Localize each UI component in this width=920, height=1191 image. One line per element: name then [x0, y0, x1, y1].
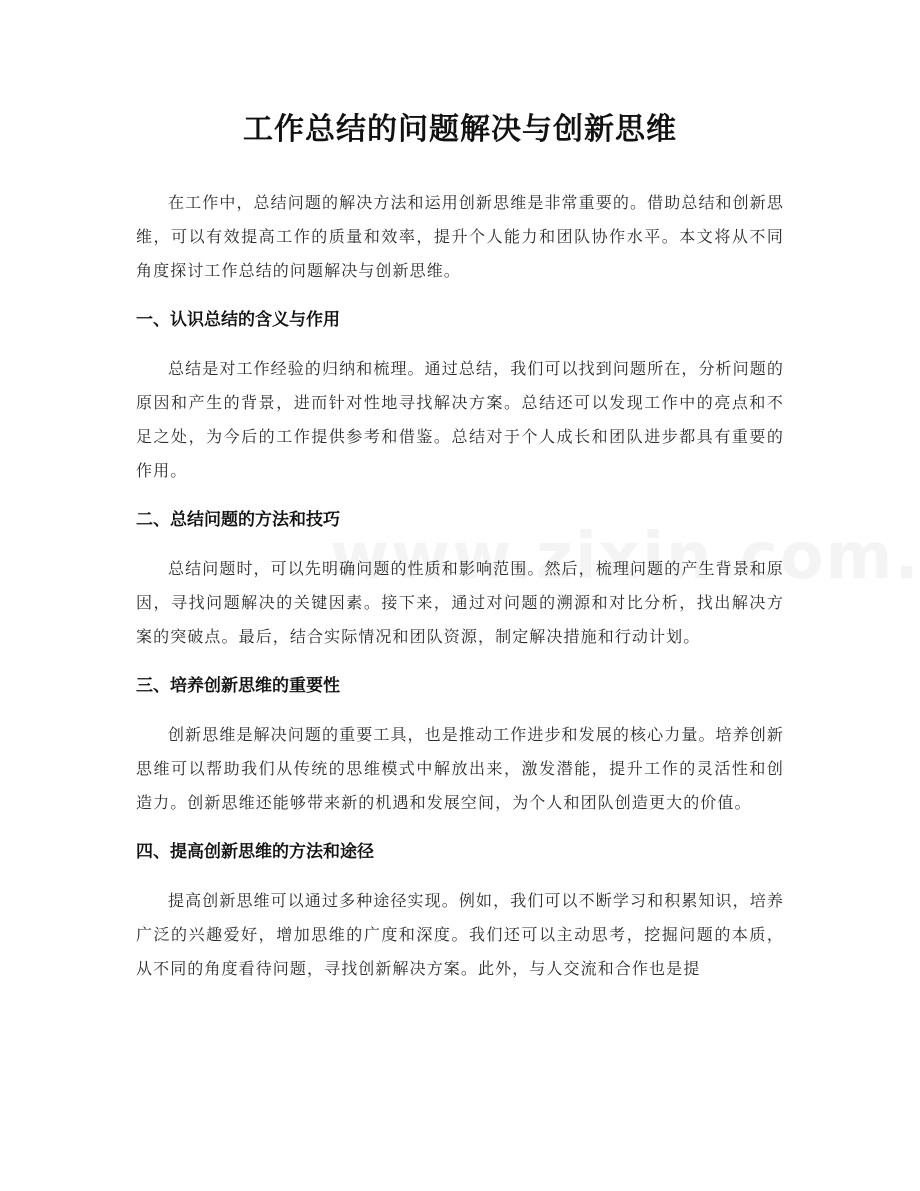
section-body-1: 总结是对工作经验的归纳和梳理。通过总结，我们可以找到问题所在，分析问题的原因和产生的背景，进而针对性地寻找解决方案。总结还可以发现工作中的亮点和不足之处，为今后的工作提供参考和借鉴。总结对于个人成长和团队进步都具有重要的作用。	[136, 359, 784, 480]
section-heading-4: 四、提高创新思维的方法和途径	[136, 842, 374, 862]
document-title: 工作总结的问题解决与创新思维	[243, 112, 677, 147]
section-heading-2: 二、总结问题的方法和技巧	[136, 510, 340, 530]
section-body-4: 提高创新思维可以通过多种途径实现。例如，我们可以不断学习和积累知识，培养广泛的兴趣爱好，增加思维的广度和深度。我们还可以主动思考，挖掘问题的本质，从不同的角度看待问题，寻找创新解决方案。此外，与人交流和合作也是提	[136, 891, 784, 978]
section-body-2: 总结问题时，可以先明确问题的性质和影响范围。然后，梳理问题的产生背景和原因，寻找问题解决的关键因素。接下来，通过对问题的溯源和对比分析，找出解决方案的突破点。最后，结合实际情况和团队资源，制定解决措施和行动计划。	[136, 559, 784, 646]
section-heading-3: 三、培养创新思维的重要性	[136, 676, 340, 696]
section-body-3: 创新思维是解决问题的重要工具，也是推动工作进步和发展的核心力量。培养创新思维可以帮助我们从传统的思维模式中解放出来，激发潜能，提升工作的灵活性和创造力。创新思维还能够带来新的机遇和发展空间，为个人和团队创造更大的价值。	[136, 725, 784, 812]
intro-paragraph: 在工作中，总结问题的解决方法和运用创新思维是非常重要的。借助总结和创新思维，可以有效提高工作的质量和效率，提升个人能力和团队协作水平。本文将从不同角度探讨工作总结的问题解决与创新思维。	[136, 193, 784, 280]
section-heading-1: 一、认识总结的含义与作用	[136, 310, 340, 330]
